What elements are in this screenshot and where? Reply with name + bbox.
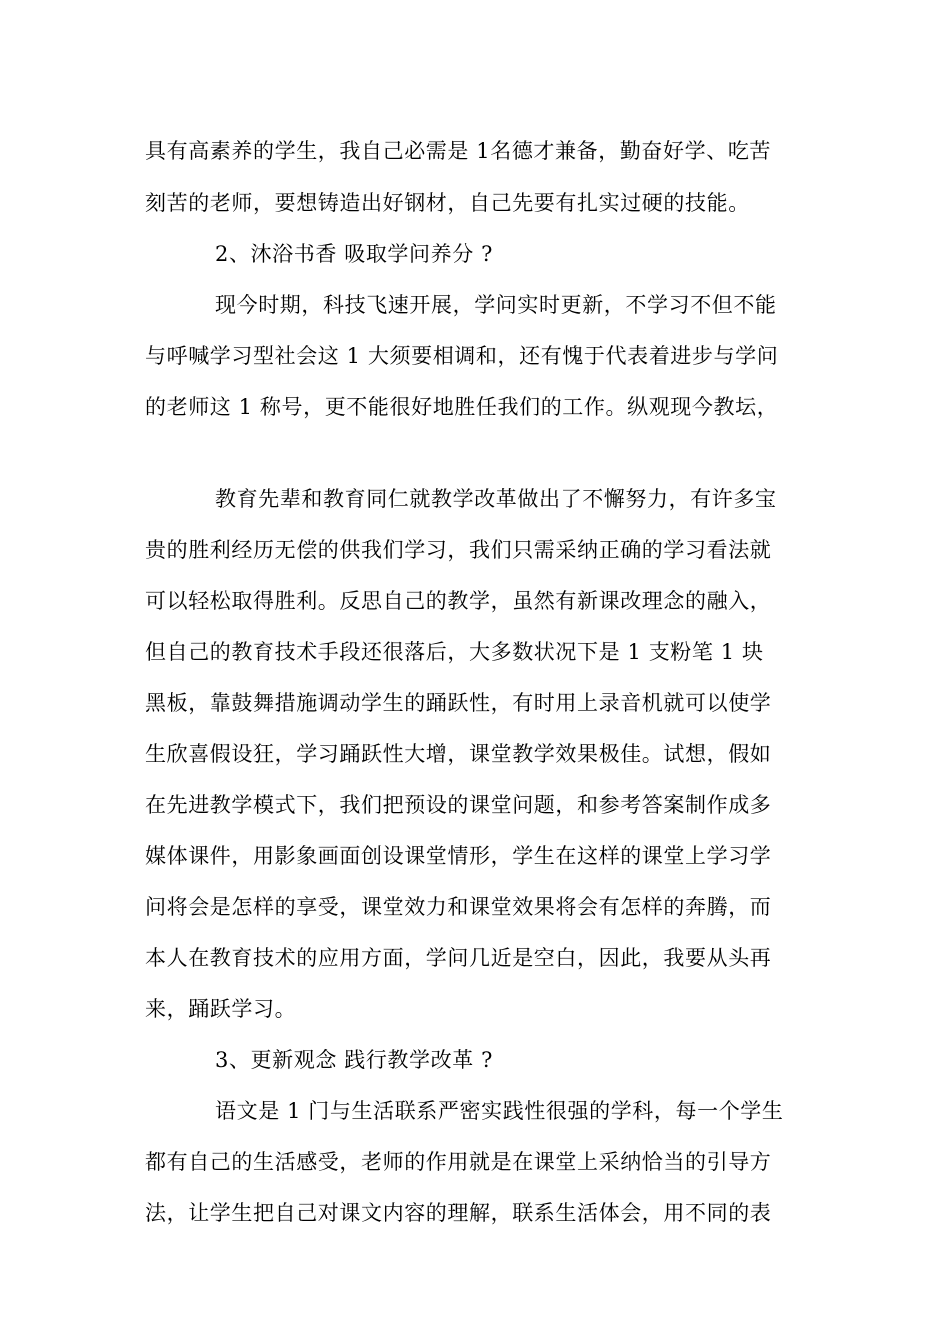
paragraph-1-line-2: 刻苦的老师，要想铸造出好钢材，自己先要有扎实过硬的技能。 [145,191,750,215]
paragraph-3-line-1: 教育先辈和教育同仁就教学改革做出了不懈努力，有许多宝 [215,487,777,511]
paragraph-4-line-1: 语文是 1 门与生活联系严密实践性很强的学科，每一个学生 [215,1099,784,1123]
heading-2: 2、沐浴书香 吸取学问养分 ? [215,242,493,266]
paragraph-4-line-3: 法，让学生把自己对课文内容的理解，联系生活体会，用不同的表 [145,1201,772,1225]
paragraph-1-line-1: 具有高素养的学生，我自己必需是 1名德才兼备，勤奋好学、吃苦 [145,139,772,163]
paragraph-2-line-3: 的老师这 1 称号，更不能很好地胜任我们的工作。纵观现今教坛， [145,395,779,419]
paragraph-3-line-6: 生欣喜假设狂，学习踊跃性大增，课堂教学效果极佳。试想，假如 [145,742,772,766]
paragraph-3-line-11: 来，踊跃学习。 [145,997,297,1021]
paragraph-3-line-5: 黑板，靠鼓舞措施调动学生的踊跃性，有时用上录音机就可以使学 [145,691,772,715]
paragraph-2-line-2: 与呼喊学习型社会这 1 大须要相调和，还有愧于代表着进步与学问 [145,344,779,368]
paragraph-3-line-8: 媒体课件，用影象画面创设课堂情形，学生在这样的课堂上学习学 [145,844,772,868]
paragraph-3-line-10: 本人在教育技术的应用方面，学问几近是空白，因此，我要从头再 [145,946,772,970]
heading-3: 3、更新观念 践行教学改革 ? [215,1048,493,1072]
paragraph-2-line-1: 现今时期，科技飞速开展，学问实时更新，不学习不但不能 [215,293,777,317]
paragraph-3-line-9: 问将会是怎样的享受，课堂效力和课堂效果将会有怎样的奔腾，而 [145,895,772,919]
paragraph-3-line-3: 可以轻松取得胜利。反思自己的教学，虽然有新课改理念的融入， [145,589,772,613]
paragraph-3-line-2: 贵的胜利经历无偿的供我们学习，我们只需采纳正确的学习看法就 [145,538,772,562]
paragraph-3-line-4: 但自己的教育技术手段还很落后，大多数状况下是 1 支粉笔 1 块 [145,640,764,664]
paragraph-4-line-2: 都有自己的生活感受，老师的作用就是在课堂上采纳恰当的引导方 [145,1150,772,1174]
paragraph-3-line-7: 在先进教学模式下，我们把预设的课堂问题，和参考答案制作成多 [145,793,772,817]
